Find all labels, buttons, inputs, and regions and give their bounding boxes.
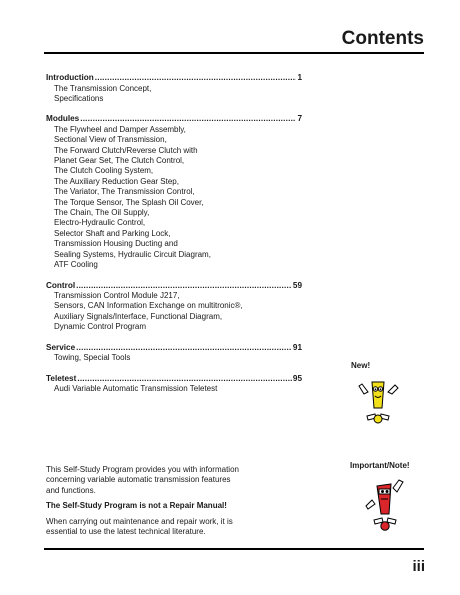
toc-item: ATF Cooling <box>54 260 98 270</box>
intro-note <box>46 465 296 542</box>
table-of-contents <box>46 73 302 404</box>
page-number: iii <box>412 558 425 575</box>
toc-item: Transmission Housing Ducting and <box>54 239 178 249</box>
toc-section-introduction[interactable] <box>46 73 302 104</box>
toc-heading[interactable]: Service <box>46 342 76 352</box>
toc-item: The Clutch Cooling System, <box>54 166 154 176</box>
note-line: This Self-Study Program provides you with information <box>46 465 239 474</box>
toc-leader <box>95 73 297 84</box>
important-note-label: Important/Note! <box>350 461 410 470</box>
toc-leader <box>80 114 296 125</box>
toc-heading[interactable]: Introduction <box>46 73 94 82</box>
toc-heading[interactable]: Control <box>46 280 76 290</box>
page-title: Contents <box>341 28 424 49</box>
toc-item: Electro-Hydraulic Control, <box>54 218 146 228</box>
toc-item: The Flywheel and Damper Assembly, <box>54 124 186 134</box>
toc-heading[interactable]: Teletest <box>46 373 77 383</box>
toc-section-service[interactable] <box>46 343 302 364</box>
toc-item: Specifications <box>54 93 104 103</box>
new-exclamation-mascot-icon <box>355 374 401 430</box>
toc-page-number: 7 <box>297 114 302 124</box>
new-label: New! <box>351 361 371 370</box>
important-exclamation-mascot-icon <box>362 476 408 536</box>
toc-page-number: 59 <box>292 280 302 290</box>
note-line: essential to use the latest technical literature. <box>46 527 206 537</box>
note-paragraph <box>46 465 296 496</box>
toc-leader <box>76 343 292 354</box>
toc-item: The Forward Clutch/Reverse Clutch with <box>54 145 198 155</box>
toc-item: The Transmission Concept, <box>54 83 152 93</box>
toc-item: The Torque Sensor, The Splash Oil Cover, <box>54 197 204 207</box>
toc-item: Dynamic Control Program <box>54 322 147 332</box>
header-rule <box>44 52 424 54</box>
toc-item: Transmission Control Module J217, <box>54 291 180 300</box>
toc-item: Sectional View of Transmission, <box>54 135 167 145</box>
toc-item: The Chain, The Oil Supply, <box>54 208 150 218</box>
toc-heading[interactable]: Modules <box>46 114 80 124</box>
toc-item: Sensors, CAN Information Exchange on multitronic®, <box>54 301 243 311</box>
note-line: concerning variable automatic transmission features <box>46 475 231 485</box>
toc-leader <box>76 281 292 292</box>
repair-manual-warning: The Self-Study Program is not a Repair Manual! <box>46 501 227 511</box>
toc-item: Towing, Special Tools <box>54 353 131 363</box>
toc-item: Sealing Systems, Hydraulic Circuit Diagram, <box>54 249 211 259</box>
toc-item: Audi Variable Automatic Transmission Teletest <box>54 384 218 394</box>
toc-section-control[interactable] <box>46 281 302 333</box>
toc-page-number: 91 <box>292 342 302 352</box>
toc-page-number: 95 <box>292 373 302 383</box>
toc-item: The Auxiliary Reduction Gear Step, <box>54 176 179 186</box>
toc-section-teletest[interactable] <box>46 374 302 395</box>
note-paragraph <box>46 517 296 538</box>
toc-item: Planet Gear Set, The Clutch Control, <box>54 156 185 166</box>
toc-item: Auxiliary Signals/Interface, Functional Diagram, <box>54 311 223 321</box>
toc-item: The Variator, The Transmission Control, <box>54 187 195 197</box>
toc-leader <box>77 374 292 385</box>
toc-section-modules[interactable] <box>46 114 302 270</box>
note-line: and functions. <box>46 485 96 495</box>
footer-rule <box>44 548 424 550</box>
toc-item: Selector Shaft and Parking Lock, <box>54 228 171 238</box>
toc-page-number: 1 <box>297 73 302 82</box>
note-line: When carrying out maintenance and repair work, it is <box>46 516 233 526</box>
